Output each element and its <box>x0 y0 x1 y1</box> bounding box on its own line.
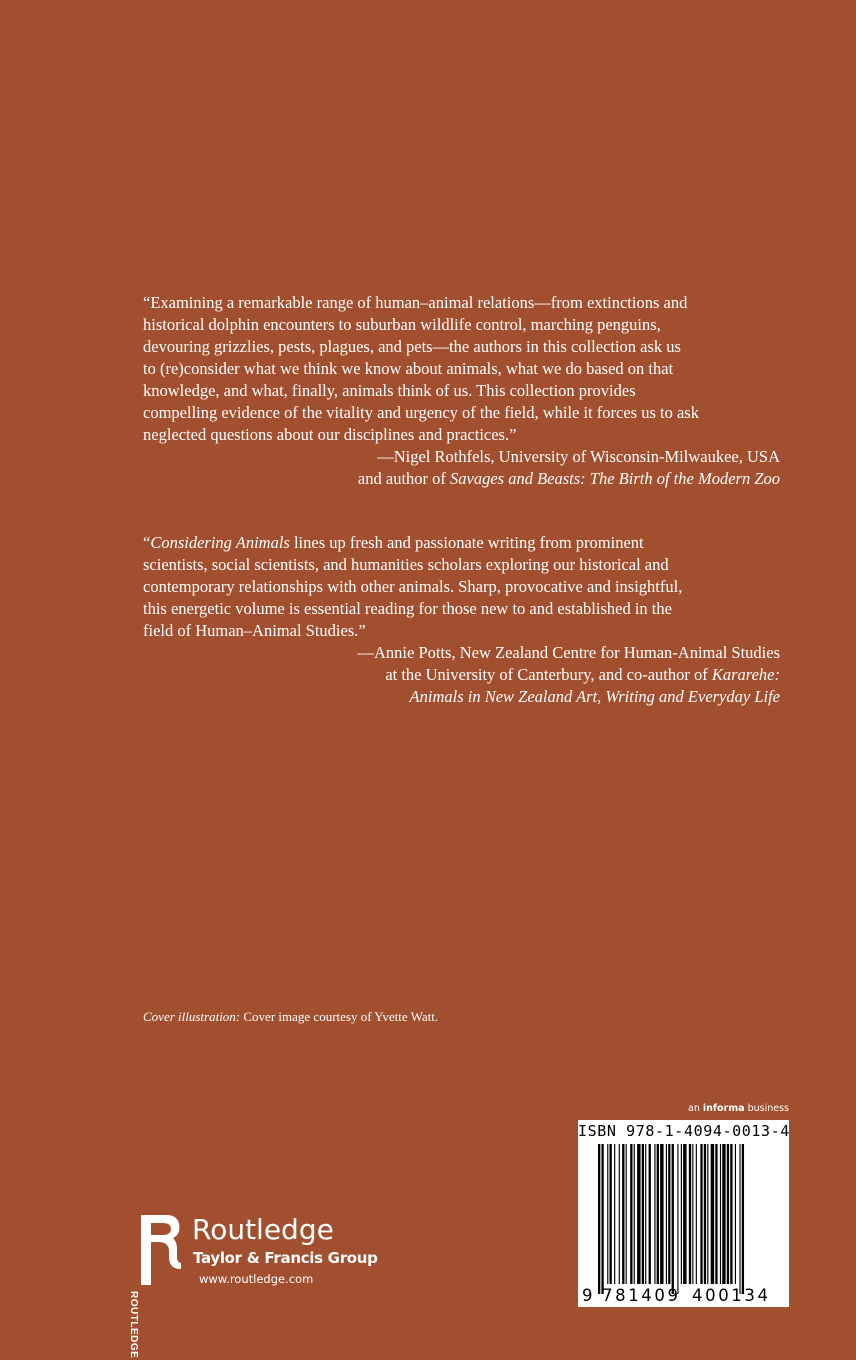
barcode-bar <box>715 1144 717 1284</box>
barcode-bar <box>720 1144 721 1284</box>
cover-credit-text: Cover image courtesy of Yvette Watt. <box>240 1009 439 1024</box>
barcode-bar <box>642 1144 644 1284</box>
barcode-bar <box>700 1144 702 1284</box>
barcode-bar <box>666 1144 667 1284</box>
attribution-book-title-part2: Animals in New Zealand Art, Writing and Everyday Life <box>409 687 780 706</box>
barcode-bar <box>634 1144 635 1284</box>
quote-2-first-line-rest: lines up fresh and passionate writing from prominent <box>289 533 644 552</box>
barcode-bar <box>607 1144 608 1284</box>
attribution-book-title: Savages and Beasts: The Birth of the Modern Zoo <box>450 469 780 488</box>
barcode-bar <box>654 1144 655 1284</box>
quote-1-line: to (re)consider what we think we know about animals, what we do based on that <box>143 359 674 378</box>
barcode-bar <box>630 1144 632 1284</box>
barcode-bar <box>614 1144 615 1284</box>
ean-right-group: 400134 <box>692 1286 771 1305</box>
quote-2-attribution <box>358 642 781 708</box>
quote-1-line: knowledge, and what, finally, animals think of us. This collection provides <box>143 381 636 400</box>
cover-credit <box>143 1008 438 1026</box>
quote-2-line: scientists, social scientists, and humanities scholars exploring our historical and <box>143 555 669 574</box>
barcode-bar <box>696 1144 697 1284</box>
quote-1-line: compelling evidence of the vitality and urgency of the field, while it forces us to ask <box>143 403 699 422</box>
attribution-prefix: at the University of Canterbury, and co-author of <box>385 665 712 684</box>
barcode-bar <box>704 1144 706 1284</box>
barcode-bar <box>657 1144 659 1284</box>
barcode-bar <box>626 1144 627 1284</box>
barcode-bar <box>610 1144 612 1284</box>
barcode-bar <box>711 1144 714 1284</box>
barcode-bar <box>598 1144 600 1294</box>
barcode-bar <box>735 1144 736 1284</box>
routledge-head-icon <box>137 1213 181 1287</box>
barcode-bar <box>619 1144 620 1284</box>
barcode-bar <box>689 1144 691 1284</box>
attribution-book-line <box>358 686 781 708</box>
quote-open-mark: “ <box>143 533 151 552</box>
cover-credit-label: Cover illustration: <box>143 1009 241 1024</box>
ean-first-digit: 9 <box>582 1286 593 1305</box>
informa-tagline <box>688 1103 789 1114</box>
attribution-name: —Annie Potts, New Zealand Centre for Human-Animal Studies <box>357 643 780 662</box>
barcode-bars <box>590 1144 780 1294</box>
attribution-affiliation <box>358 664 781 686</box>
informa-brand: informa <box>702 1103 745 1114</box>
barcode-bar <box>660 1144 663 1284</box>
barcode-bar <box>739 1144 740 1294</box>
book-title: Considering Animals <box>150 533 290 552</box>
barcode-bar <box>683 1144 686 1284</box>
informa-suffix: business <box>744 1103 789 1114</box>
attribution-prefix: and author of <box>357 469 451 488</box>
barcode-bar <box>742 1144 744 1294</box>
barcode-bar <box>649 1144 651 1284</box>
barcode-bar <box>672 1144 674 1294</box>
barcode-bar <box>722 1144 725 1284</box>
barcode-bar <box>727 1144 729 1284</box>
barcode-bar <box>645 1144 646 1284</box>
quote-1-line: devouring grizzlies, pests, plagues, and pets—the authors in this collection ask us <box>143 337 681 356</box>
logo-vertical-text: ROUTLEDGE <box>128 1291 139 1359</box>
barcode-bar <box>622 1144 624 1284</box>
barcode-bar <box>681 1144 682 1284</box>
ean-left-group: 781409 <box>602 1286 681 1305</box>
attribution-book-title-part1: Kararehe: <box>711 665 780 684</box>
publisher-url: www.routledge.com <box>199 1272 314 1286</box>
publisher-group: Taylor & Francis Group <box>193 1249 378 1267</box>
review-quote-1 <box>143 292 823 446</box>
publisher-name: Routledge <box>192 1213 334 1246</box>
quote-2-line: this energetic volume is essential reading for those new to and established in the <box>143 599 672 618</box>
quote-1-attribution <box>358 446 780 490</box>
informa-prefix: an <box>688 1103 703 1114</box>
quote-1-line: historical dolphin encounters to suburban wildlife control, marching penguins, <box>143 315 661 334</box>
quote-1-line: “Examining a remarkable range of human–animal relations—from extinctions and <box>143 293 688 312</box>
barcode-bar <box>668 1144 670 1284</box>
attribution-affiliation <box>358 468 780 490</box>
quote-2-line: field of Human–Animal Studies.” <box>143 621 366 640</box>
barcode-bar <box>692 1144 693 1284</box>
isbn-label: ISBN 978-1-4094-0013-4 <box>578 1122 790 1140</box>
attribution-name: —Nigel Rothfels, University of Wisconsin-Milwaukee, USA <box>377 447 780 466</box>
barcode-bar <box>601 1144 603 1294</box>
quote-2-line: contemporary relationships with other animals. Sharp, provocative and insightful, <box>143 577 683 596</box>
isbn-barcode <box>578 1120 789 1307</box>
barcode-bar <box>707 1144 708 1284</box>
quote-1-line: neglected questions about our disciplines and practices.” <box>143 425 517 444</box>
barcode-bar <box>677 1144 678 1294</box>
quote-2-line <box>143 532 823 554</box>
barcode-bar <box>730 1144 732 1284</box>
barcode-bar <box>637 1144 640 1284</box>
review-quote-2 <box>143 532 823 642</box>
